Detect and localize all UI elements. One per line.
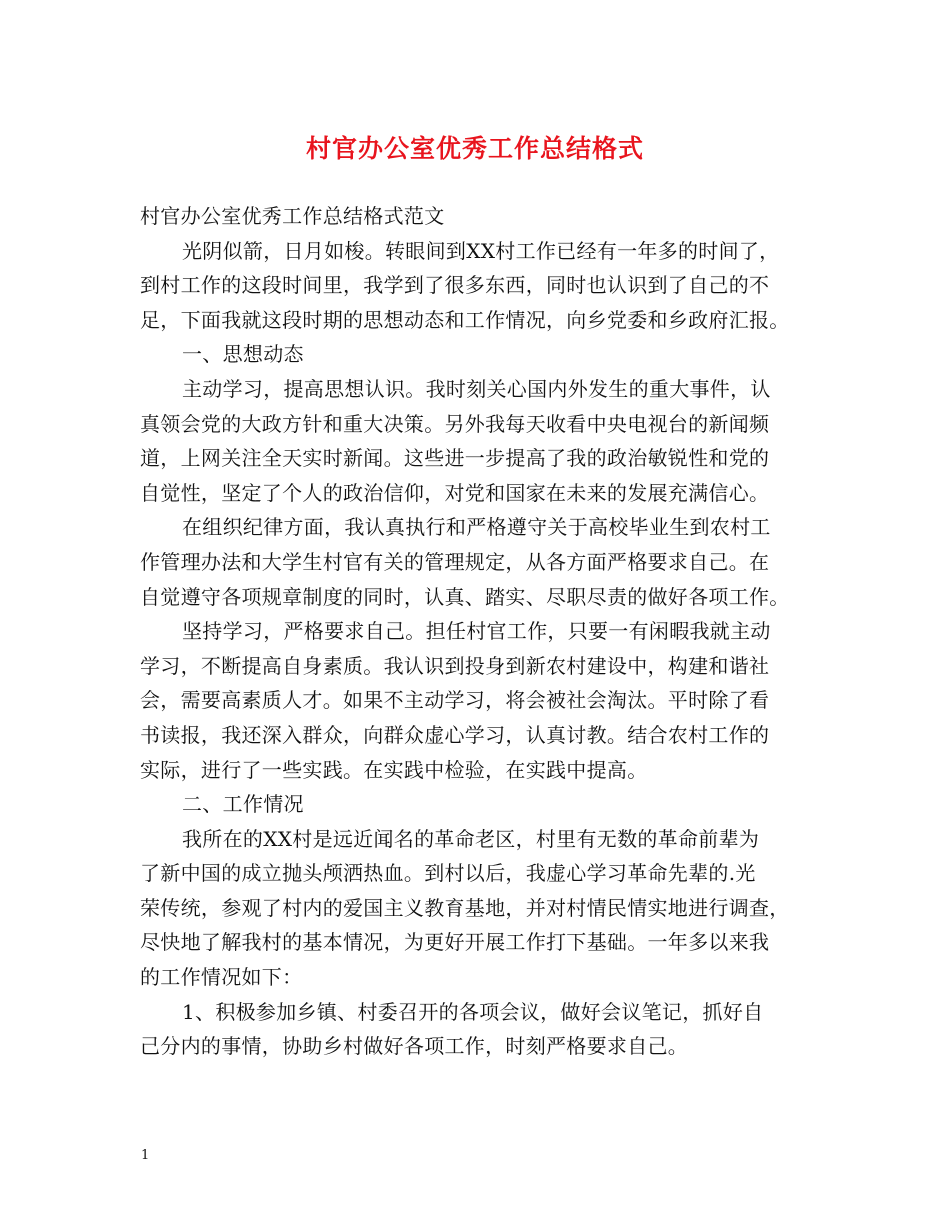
paragraph-line: 会，需要高素质人才。如果不主动学习，将会被社会淘汰。平时除了看 (140, 688, 770, 713)
page-number: 1 (141, 1148, 150, 1163)
paragraph-line: 1、积极参加乡镇、村委召开的各项会议，做好会议笔记，抓好自 (182, 999, 764, 1024)
paragraph-line: 足，下面我就这段时期的思想动态和工作情况，向乡党委和乡政府汇报。 (140, 307, 790, 332)
section-heading: 一、思想动态 (182, 342, 304, 367)
paragraph-line: 实际，进行了一些实践。在实践中检验，在实践中提高。 (140, 757, 648, 782)
paragraph-line: 了新中国的成立抛头颅洒热血。到村以后，我虚心学习革命先辈的.光 (140, 861, 756, 886)
paragraph-line: 在组织纪律方面，我认真执行和严格遵守关于高校毕业生到农村工 (182, 515, 771, 540)
paragraph-line: 自觉性，坚定了个人的政治信仰，对党和国家在未来的发展充满信心。 (140, 480, 770, 505)
paragraph-line: 道，上网关注全天实时新闻。这些进一步提高了我的政治敏锐性和党的 (140, 446, 770, 471)
paragraph-line: 学习，不断提高自身素质。我认识到投身到新农村建设中，构建和谐社 (140, 653, 770, 678)
paragraph-line: 到村工作的这段时间里，我学到了很多东西，同时也认识到了自己的不 (140, 273, 770, 298)
paragraph-line: 尽快地了解我村的基本情况，为更好开展工作打下基础。一年多以来我 (140, 930, 770, 955)
paragraph-line: 自觉遵守各项规章制度的同时，认真、踏实、尽职尽责的做好各项工作。 (140, 584, 790, 609)
paragraph-line: 我所在的XX村是远近闻名的革命老区，村里有无数的革命前辈为 (182, 826, 760, 851)
paragraph-line: 的工作情况如下： (140, 965, 303, 990)
paragraph-line: 书读报，我还深入群众，向群众虚心学习，认真讨教。结合农村工作的 (140, 722, 770, 747)
paragraph-line: 作管理办法和大学生村官有关的管理规定，从各方面严格要求自己。在 (140, 549, 770, 574)
section-heading: 二、工作情况 (182, 792, 304, 817)
paragraph-line: 坚持学习，严格要求自己。担任村官工作，只要一有闲暇我就主动 (182, 619, 771, 644)
document-body (140, 199, 830, 1064)
paragraph-line: 主动学习，提高思想认识。我时刻关心国内外发生的重大事件，认 (182, 376, 771, 401)
paragraph-line: 己分内的事情，协助乡村做好各项工作，时刻严格要求自己。 (140, 1034, 689, 1059)
subtitle-line: 村官办公室优秀工作总结格式范文 (140, 204, 445, 228)
document-title: 村官办公室优秀工作总结格式 (305, 134, 644, 163)
paragraph-line: 光阴似箭，日月如梭。转眼间到XX村工作已经有一年多的时间了， (182, 238, 780, 263)
paragraph-line: 荣传统，参观了村内的爱国主义教育基地，并对村情民情实地进行调查， (140, 895, 790, 920)
paragraph-line: 真领会党的大政方针和重大决策。另外我每天收看中央电视台的新闻频 (140, 411, 770, 436)
